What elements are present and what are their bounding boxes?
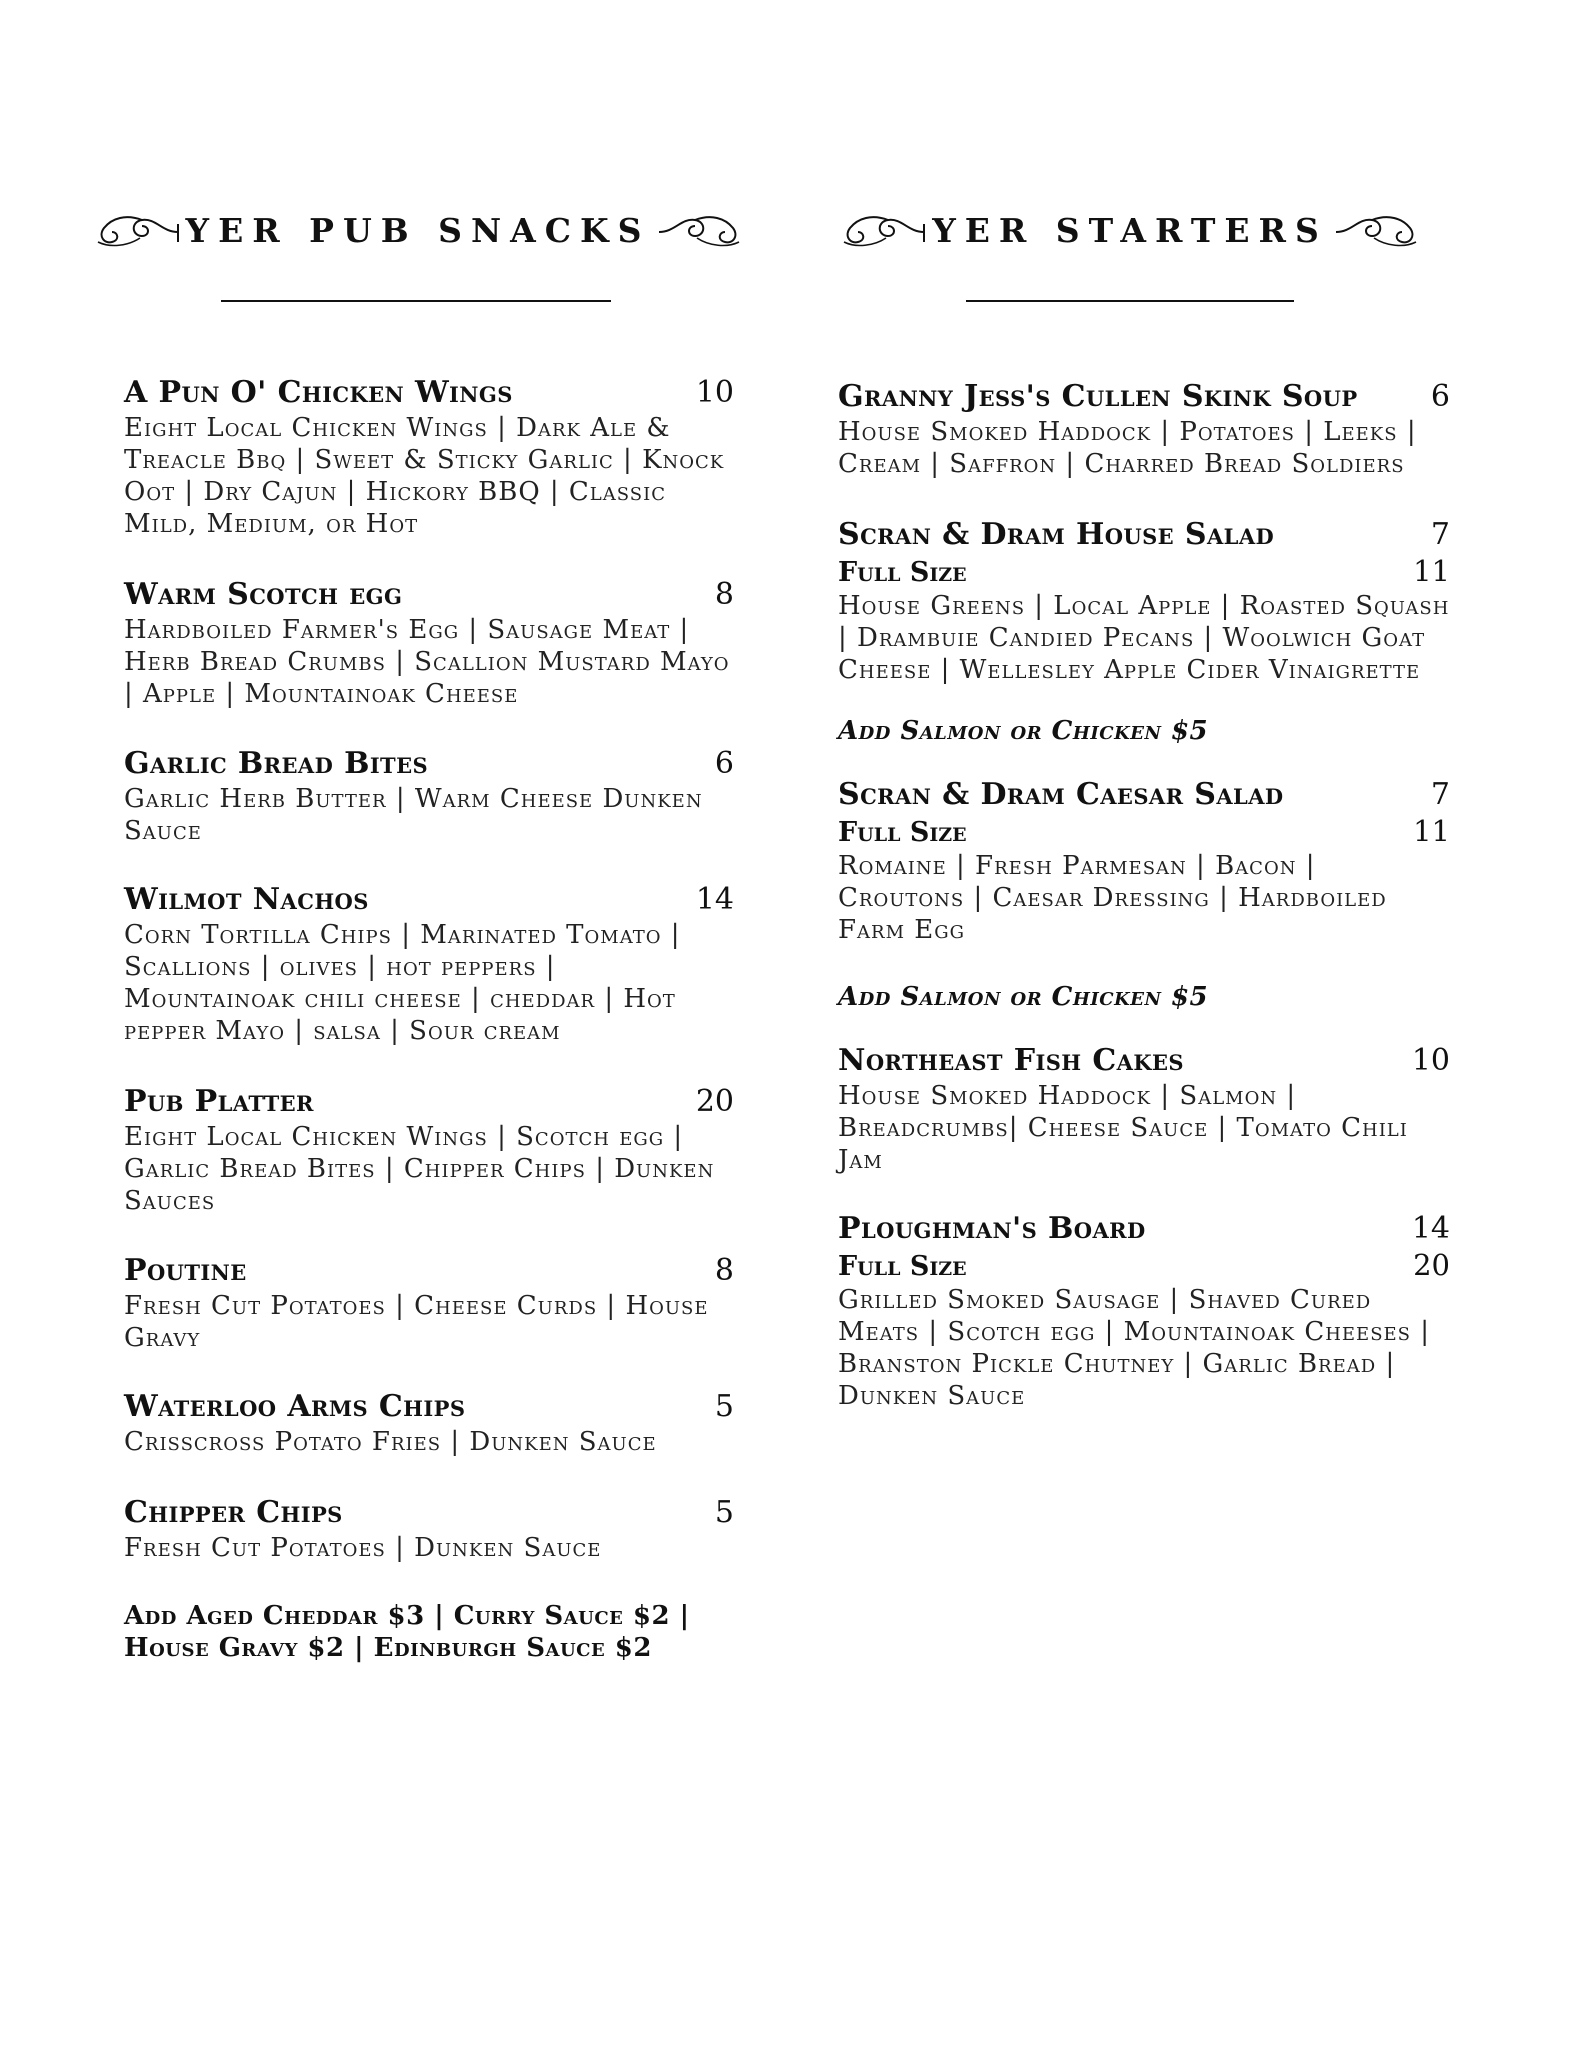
pub-snacks-heading-block [138, 210, 698, 250]
item-price: 6 [1430, 379, 1450, 414]
item-description: House Greens | Local Apple | Roasted Squash | Drambuie Candied Pecans | Woolwich Goat Cheese | Wellesley Apple Cider Vinaigrette [838, 591, 1450, 685]
size-option-name: Full Size [838, 1251, 967, 1282]
item-price: 5 [714, 1389, 734, 1424]
addon-note: Add Salmon or Chicken $5 [838, 716, 1209, 746]
item-description: Eight Local Chicken Wings | Scotch egg | Garlic Bread Bites | Chipper Chips | Dunken Sauces [124, 1122, 715, 1216]
item-description: Corn Tortilla Chips | Marinated Tomato | Scallions | olives | hot peppers | Mountainoak chili cheese | cheddar | Hot pepper Mayo | salsa | Sour cream [124, 920, 681, 1046]
size-option-price: 20 [1413, 1248, 1450, 1282]
pub-snacks-list [124, 374, 734, 1664]
starters-rule [966, 300, 1294, 302]
item-description: Crisscross Potato Fries | Dunken Sauce [124, 1427, 657, 1457]
menu-item-wilmot-nachos [124, 881, 734, 1047]
item-description: Garlic Herb Butter | Warm Cheese Dunken Sauce [124, 784, 703, 846]
item-name: Garlic Bread Bites [124, 746, 429, 781]
starters-title: YER STARTERS [932, 210, 1328, 250]
item-name: Wilmot Nachos [124, 882, 369, 917]
item-price: 6 [714, 746, 734, 781]
item-price: 20 [695, 1084, 734, 1119]
menu-item-chipper-chips [124, 1494, 734, 1564]
size-option-name: Full Size [838, 817, 967, 848]
menu-item-poutine [124, 1252, 734, 1354]
item-price: 8 [714, 577, 734, 612]
item-name: Pub Platter [124, 1084, 314, 1119]
menu-item-house-salad [838, 516, 1450, 748]
item-description: Fresh Cut Potatoes | Cheese Curds | House Gravy [124, 1291, 709, 1353]
menu-item-caesar-salad [838, 776, 1450, 1014]
item-price: 10 [695, 375, 734, 410]
starters-list [838, 378, 1450, 1412]
item-name: Warm Scotch egg [124, 577, 403, 612]
item-name: Chipper Chips [124, 1495, 343, 1530]
item-price: 14 [1411, 1211, 1450, 1246]
item-description: Romaine | Fresh Parmesan | Bacon | Croutons | Caesar Dressing | Hardboiled Farm Egg [838, 851, 1387, 945]
right-flourish-icon [1334, 210, 1422, 250]
item-name: Granny Jess's Cullen Skink Soup [838, 379, 1358, 414]
left-flourish-icon [838, 210, 926, 250]
addon-note: Add Salmon or Chicken $5 [838, 982, 1209, 1012]
item-description: Hardboiled Farmer's Egg | Sausage Meat | Herb Bread Crumbs | Scallion Mustard Mayo | Apple | Mountainoak Cheese [124, 615, 730, 709]
menu-item-chicken-wings [124, 374, 734, 540]
item-name: Poutine [124, 1253, 247, 1288]
size-option-price: 11 [1413, 554, 1450, 588]
menu-item-fish-cakes [838, 1042, 1450, 1176]
item-description: House Smoked Haddock | Potatoes | Leeks | Cream | Saffron | Charred Bread Soldiers [838, 417, 1417, 479]
item-name: Northeast Fish Cakes [838, 1043, 1184, 1078]
addons-line-1: Add Aged Cheddar $3 | Curry Sauce $2 | [124, 1601, 690, 1631]
item-price: 10 [1411, 1043, 1450, 1078]
item-price: 5 [714, 1495, 734, 1530]
pub-snacks-title: YER PUB SNACKS [185, 210, 651, 250]
item-description: House Smoked Haddock | Salmon | Breadcrumbs| Cheese Sauce | Tomato Chili Jam [838, 1081, 1408, 1175]
item-price: 7 [1430, 517, 1450, 552]
menu-item-garlic-bread-bites [124, 745, 734, 847]
addons-note [124, 1600, 734, 1664]
size-option-name: Full Size [838, 557, 967, 588]
item-name: Scran & Dram Caesar Salad [838, 777, 1284, 812]
menu-item-scotch-egg [124, 576, 734, 710]
item-price: 14 [695, 882, 734, 917]
item-price: 8 [714, 1253, 734, 1288]
item-name: A Pun O' Chicken Wings [124, 375, 513, 410]
item-price: 7 [1430, 777, 1450, 812]
left-flourish-icon [92, 210, 180, 250]
menu-item-waterloo-arms-chips [124, 1388, 734, 1458]
item-name: Ploughman's Board [838, 1211, 1146, 1246]
item-name: Waterloo Arms Chips [124, 1389, 466, 1424]
item-description: Grilled Smoked Sausage | Shaved Cured Meats | Scotch egg | Mountainoak Cheeses | Branston Pickle Chutney | Garlic Bread | Dunken Sauce [838, 1285, 1431, 1411]
menu-item-cullen-skink-soup [838, 378, 1450, 480]
menu-item-ploughmans-board [838, 1210, 1450, 1412]
addons-line-2: House Gravy $2 | Edinburgh Sauce $2 [124, 1633, 652, 1663]
item-description: Fresh Cut Potatoes | Dunken Sauce [124, 1533, 602, 1563]
size-option-price: 11 [1413, 814, 1450, 848]
menu-item-pub-platter [124, 1083, 734, 1217]
item-description: Eight Local Chicken Wings | Dark Ale & Treacle Bbq | Sweet & Sticky Garlic | Knock Oot | Dry Cajun | Hickory BBQ | Classic Mild, Medium, or Hot [124, 413, 725, 539]
item-name: Scran & Dram House Salad [838, 517, 1275, 552]
right-flourish-icon [657, 210, 745, 250]
pub-snacks-rule [221, 300, 611, 302]
starters-heading-block [880, 210, 1380, 250]
